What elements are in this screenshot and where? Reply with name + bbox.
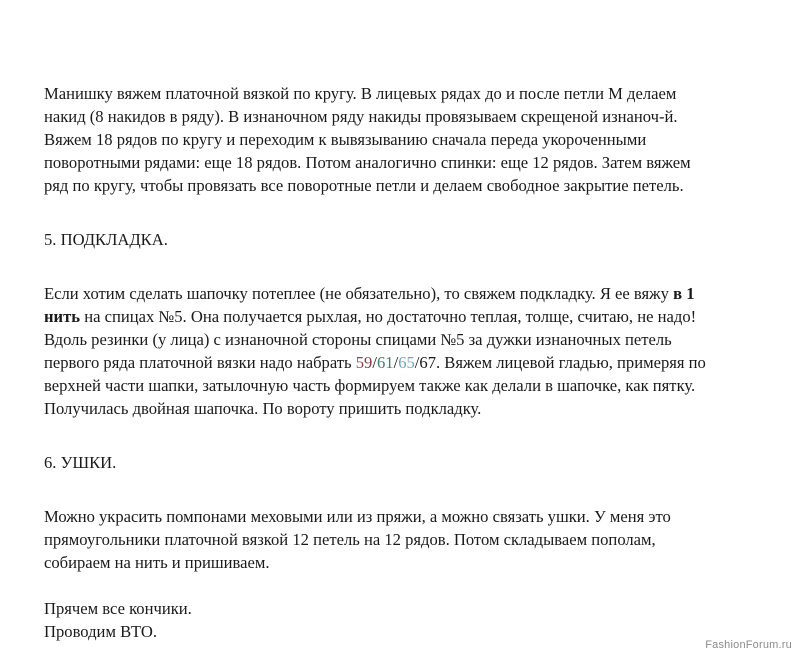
text-line: верхней части шапки, затылочную часть формируем также как делали в шапочке, как пятку. (44, 376, 696, 395)
text-run: на спицах №5. Она получается рыхлая, но достаточно теплая, толще, считаю, не надо! (80, 307, 697, 326)
size-value: 65 (398, 353, 415, 372)
text-line: поворотными рядами: еще 18 рядов. Потом аналогично спинки: еще 12 рядов. Затем вяжем (44, 153, 691, 172)
intro-paragraph (44, 82, 774, 197)
size-separator: / (372, 353, 377, 372)
text-line: Прячем все кончики. (44, 599, 192, 618)
ears-paragraph (44, 505, 774, 574)
text-line: Вдоль резинки (у лица) с изнаночной стороны спицами №5 за дужки изнаночных петель (44, 330, 672, 349)
text-line (44, 351, 774, 374)
section-heading-lining: 5. ПОДКЛАДКА. (44, 230, 168, 249)
text-line (44, 282, 774, 305)
text-run: . Вяжем лицевой гладью, примеряя по (436, 353, 706, 372)
text-line: Вяжем 18 рядов по кругу и переходим к вывязыванию сначала переда укороченными (44, 130, 647, 149)
lining-paragraph (44, 282, 774, 420)
size-value: 61 (376, 353, 394, 372)
closing-paragraph (44, 597, 774, 643)
text-line: прямоугольники платочной вязкой 12 петель на 12 рядов. Потом складываем пополам, (44, 530, 656, 549)
text-line: Можно украсить помпонами меховыми или из пряжи, а можно связать ушки. У меня это (44, 507, 671, 526)
size-separator: / (414, 353, 420, 372)
text-line: накид (8 накидов в ряду). В изнаночном ряду накиды провязываем скрещеной изнаноч-й. (44, 107, 678, 126)
text-line: ряд по кругу, чтобы провязать все поворотные петли и делаем свободное закрытие петель. (44, 176, 684, 195)
bold-text: в 1 (673, 284, 695, 303)
text-line: Манишку вяжем платочной вязкой по кругу. В лицевых рядах до и после петли М делаем (44, 84, 677, 103)
text-run: Если хотим сделать шапочку потеплее (не обязательно), то свяжем подкладку. Я ее вяжу (44, 284, 674, 303)
text-run: первого ряда платочной вязки надо набрать (44, 353, 356, 372)
text-line: Проводим ВТО. (44, 622, 157, 641)
text-line: Получилась двойная шапочка. По вороту пришить подкладку. (44, 399, 482, 418)
size-separator: / (393, 353, 399, 372)
size-value: 67 (419, 353, 436, 372)
watermark: FashionForum.ru (705, 639, 792, 651)
bold-text: нить (44, 307, 81, 326)
text-line: собираем на нить и пришиваем. (44, 553, 270, 572)
size-value: 59 (355, 353, 373, 372)
section-heading-ears: 6. УШКИ. (44, 453, 117, 472)
text-line (44, 305, 774, 328)
document-body (44, 82, 774, 643)
